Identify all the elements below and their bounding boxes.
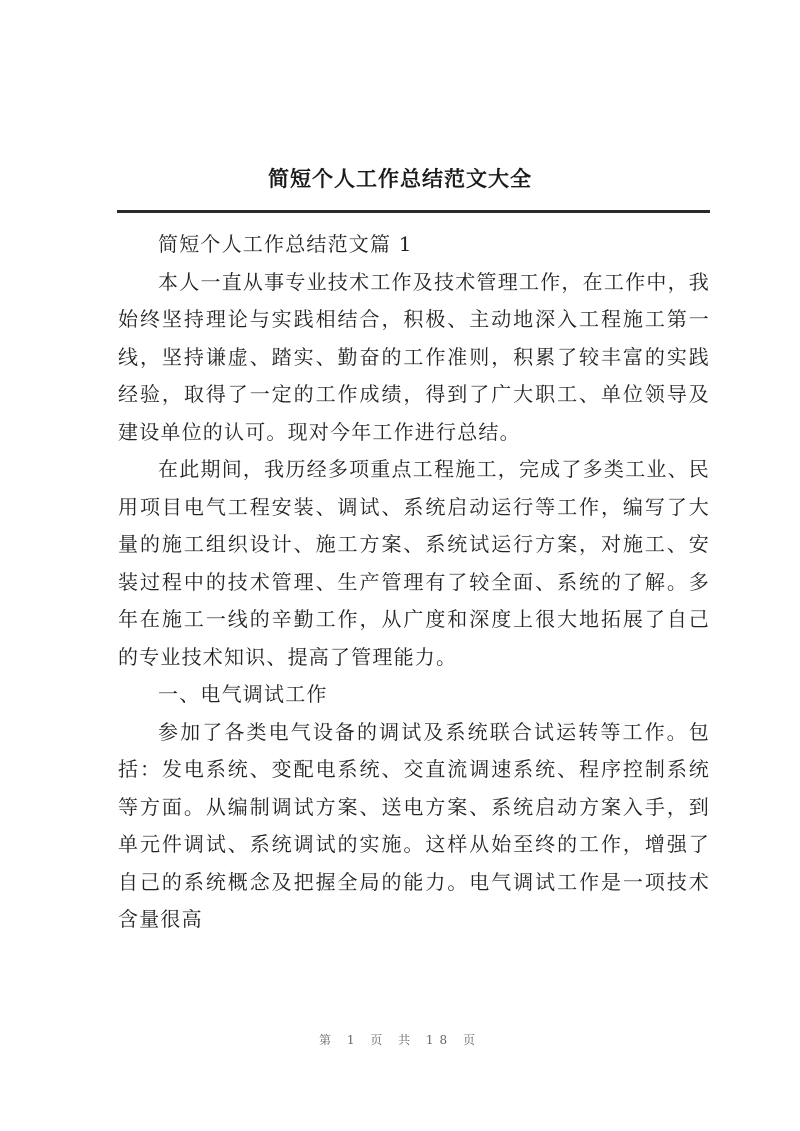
paragraph: 本人一直从事专业技术工作及技术管理工作，在工作中，我始终坚持理论与实践相结合，积极、主动地深入工程施工第一线，坚持谦虚、踏实、勤奋的工作准则，积累了较丰富的实践经验，取得了一定的工作成绩，得到了广大职工、单位领导及建设单位的认可。现对今年工作进行总结。 — [118, 269, 710, 444]
document-title: 简短个人工作总结范文大全 — [268, 167, 532, 191]
subsection-heading: 一、电气调试工作 — [158, 682, 328, 706]
paragraph: 在此期间，我历经多项重点工程施工，完成了多类工业、民用项目电气工程安装、调试、系统启动运行等工作，编写了大量的施工组织设计、施工方案、系统试运行方案，对施工、安装过程中的技术管理、生产管理有了较全面、系统的了解。多年在施工一线的辛勤工作，从广度和深度上很大地拓展了自己的专业技术知识、提高了管理能力。 — [118, 457, 710, 669]
document-body — [118, 226, 710, 939]
page-number-footer: 第 1 页 共 18 页 — [319, 1033, 481, 1047]
paragraph: 参加了各类电气设备的调试及系统联合试运转等工作。包括：发电系统、变配电系统、交直流调速系统、程序控制系统等方面。从编制调试方案、送电方案、系统启动方案入手，到单元件调试、系统调试的实施。这样从始至终的工作，增强了自己的系统概念及把握全局的能力。电气调试工作是一项技术含量很高 — [118, 719, 710, 931]
section-heading: 简短个人工作总结范文篇 1 — [158, 232, 413, 256]
title-divider — [117, 210, 710, 213]
